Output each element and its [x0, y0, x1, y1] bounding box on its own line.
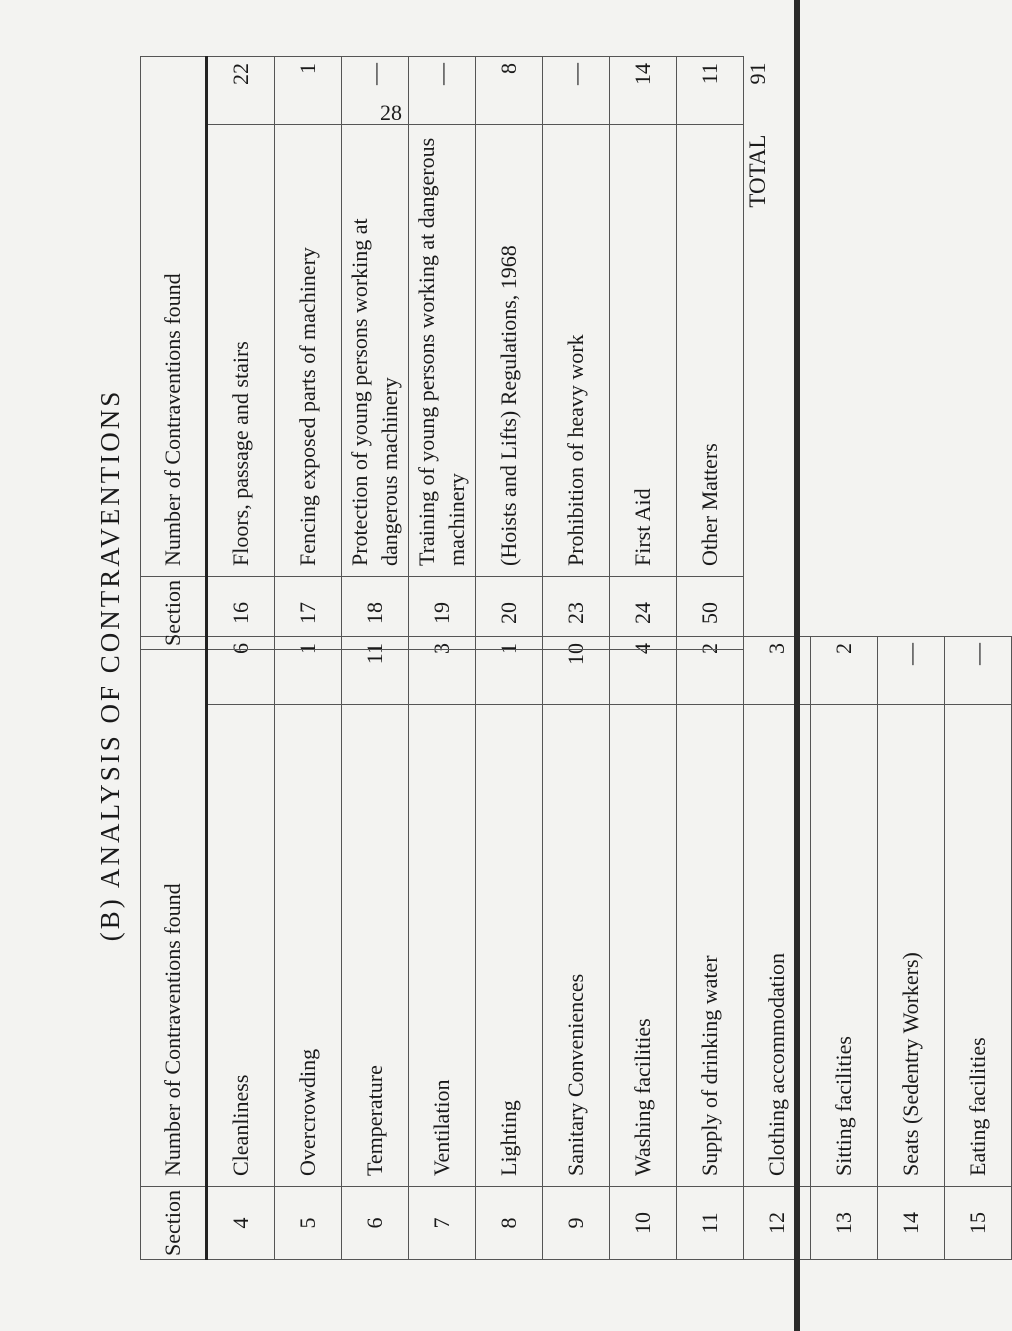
section-cell: 10	[610, 1187, 677, 1260]
count-cell: 14	[610, 57, 677, 125]
table-row	[275, 57, 342, 650]
description-cell: Prohibition of heavy work	[543, 125, 610, 577]
column-header-number: Number of Contraventions found	[141, 57, 207, 577]
count-cell: 2	[677, 637, 744, 705]
description-cell: Sanitary Conveniences	[543, 705, 610, 1187]
table-row	[677, 637, 744, 1260]
description-cell: Protection of young persons working at dangerous machinery	[342, 125, 409, 577]
count-cell: 22	[207, 57, 275, 125]
table-row	[878, 637, 945, 1260]
table-row	[610, 57, 677, 650]
count-cell: 2	[811, 637, 878, 705]
table-row	[409, 637, 476, 1260]
section-cell: 19	[409, 577, 476, 650]
page-edge	[794, 0, 800, 1331]
section-cell: 7	[409, 1187, 476, 1260]
total-value: 91	[745, 62, 770, 85]
count-cell: 3	[409, 637, 476, 705]
description-cell: Eating facilities	[945, 705, 1012, 1187]
column-header-number: Number of Contraventions found	[141, 637, 207, 1187]
description-cell: Overcrowding	[275, 705, 342, 1187]
description-cell: Seats (Sedentry Workers)	[878, 705, 945, 1187]
count-cell: 8	[476, 57, 543, 125]
description-cell: (Hoists and Lifts) Regulations, 1968	[476, 125, 543, 577]
description-cell: Supply of drinking water	[677, 705, 744, 1187]
description-cell: Other Matters	[677, 125, 744, 577]
section-cell: 24	[610, 577, 677, 650]
count-cell: 1	[275, 57, 342, 125]
table-row	[543, 637, 610, 1260]
rotated-content	[90, 50, 990, 1280]
table-row	[207, 57, 275, 650]
description-cell: Lighting	[476, 705, 543, 1187]
section-cell: 17	[275, 577, 342, 650]
description-cell: Ventilation	[409, 705, 476, 1187]
description-cell: Clothing accommodation	[744, 705, 811, 1187]
count-cell: 10	[543, 637, 610, 705]
count-cell: 6	[207, 637, 275, 705]
description-cell: Cleanliness	[207, 705, 275, 1187]
table-row	[342, 637, 409, 1260]
table-row	[945, 637, 1012, 1260]
table-row	[677, 57, 744, 650]
page-heading: (B) ANALYSIS OF CONTRAVENTIONS	[95, 388, 125, 942]
table-row	[342, 57, 409, 650]
count-cell: 11	[342, 637, 409, 705]
count-cell: 1	[275, 637, 342, 705]
section-cell: 20	[476, 577, 543, 650]
section-cell: 9	[543, 1187, 610, 1260]
table-row	[476, 57, 543, 650]
section-cell: 16	[207, 577, 275, 650]
section-cell: 18	[342, 577, 409, 650]
table-row	[610, 637, 677, 1260]
count-cell: 4	[610, 637, 677, 705]
count-cell: 1	[476, 637, 543, 705]
table-row	[207, 637, 275, 1260]
count-cell: 3	[744, 637, 811, 705]
section-cell: 12	[744, 1187, 811, 1260]
table-row	[543, 57, 610, 650]
description-cell: Floors, passage and stairs	[207, 125, 275, 577]
description-cell: Training of young persons working at dangerous machinery	[409, 125, 476, 577]
table-row	[811, 637, 878, 1260]
table-row	[476, 637, 543, 1260]
contraventions-table-right	[140, 56, 772, 650]
description-cell: Sitting facilities	[811, 705, 878, 1187]
description-cell: Washing facilities	[610, 705, 677, 1187]
page-number: 28	[380, 100, 402, 125]
table-row	[409, 57, 476, 650]
section-cell: 23	[543, 577, 610, 650]
description-cell: First Aid	[610, 125, 677, 577]
section-cell: 4	[207, 1187, 275, 1260]
table-row	[275, 637, 342, 1260]
column-header-section: Section	[141, 577, 207, 650]
section-cell: 13	[811, 1187, 878, 1260]
table-row	[744, 637, 811, 1260]
description-cell: Temperature	[342, 705, 409, 1187]
count-cell: —	[409, 57, 476, 125]
section-cell: 15	[945, 1187, 1012, 1260]
count-cell: —	[945, 637, 1012, 705]
count-cell: 11	[677, 57, 744, 125]
section-cell: 11	[677, 1187, 744, 1260]
section-cell: 14	[878, 1187, 945, 1260]
description-cell: Fencing exposed parts of machinery	[275, 125, 342, 577]
contraventions-table-left	[140, 636, 1012, 1260]
total-label: TOTAL	[745, 134, 770, 208]
section-cell: 5	[275, 1187, 342, 1260]
section-cell: 6	[342, 1187, 409, 1260]
section-cell: 8	[476, 1187, 543, 1260]
count-cell: —	[543, 57, 610, 125]
column-header-section: Section	[141, 1187, 207, 1260]
count-cell: —	[878, 637, 945, 705]
section-cell: 50	[677, 577, 744, 650]
count-cell: —	[342, 57, 409, 125]
